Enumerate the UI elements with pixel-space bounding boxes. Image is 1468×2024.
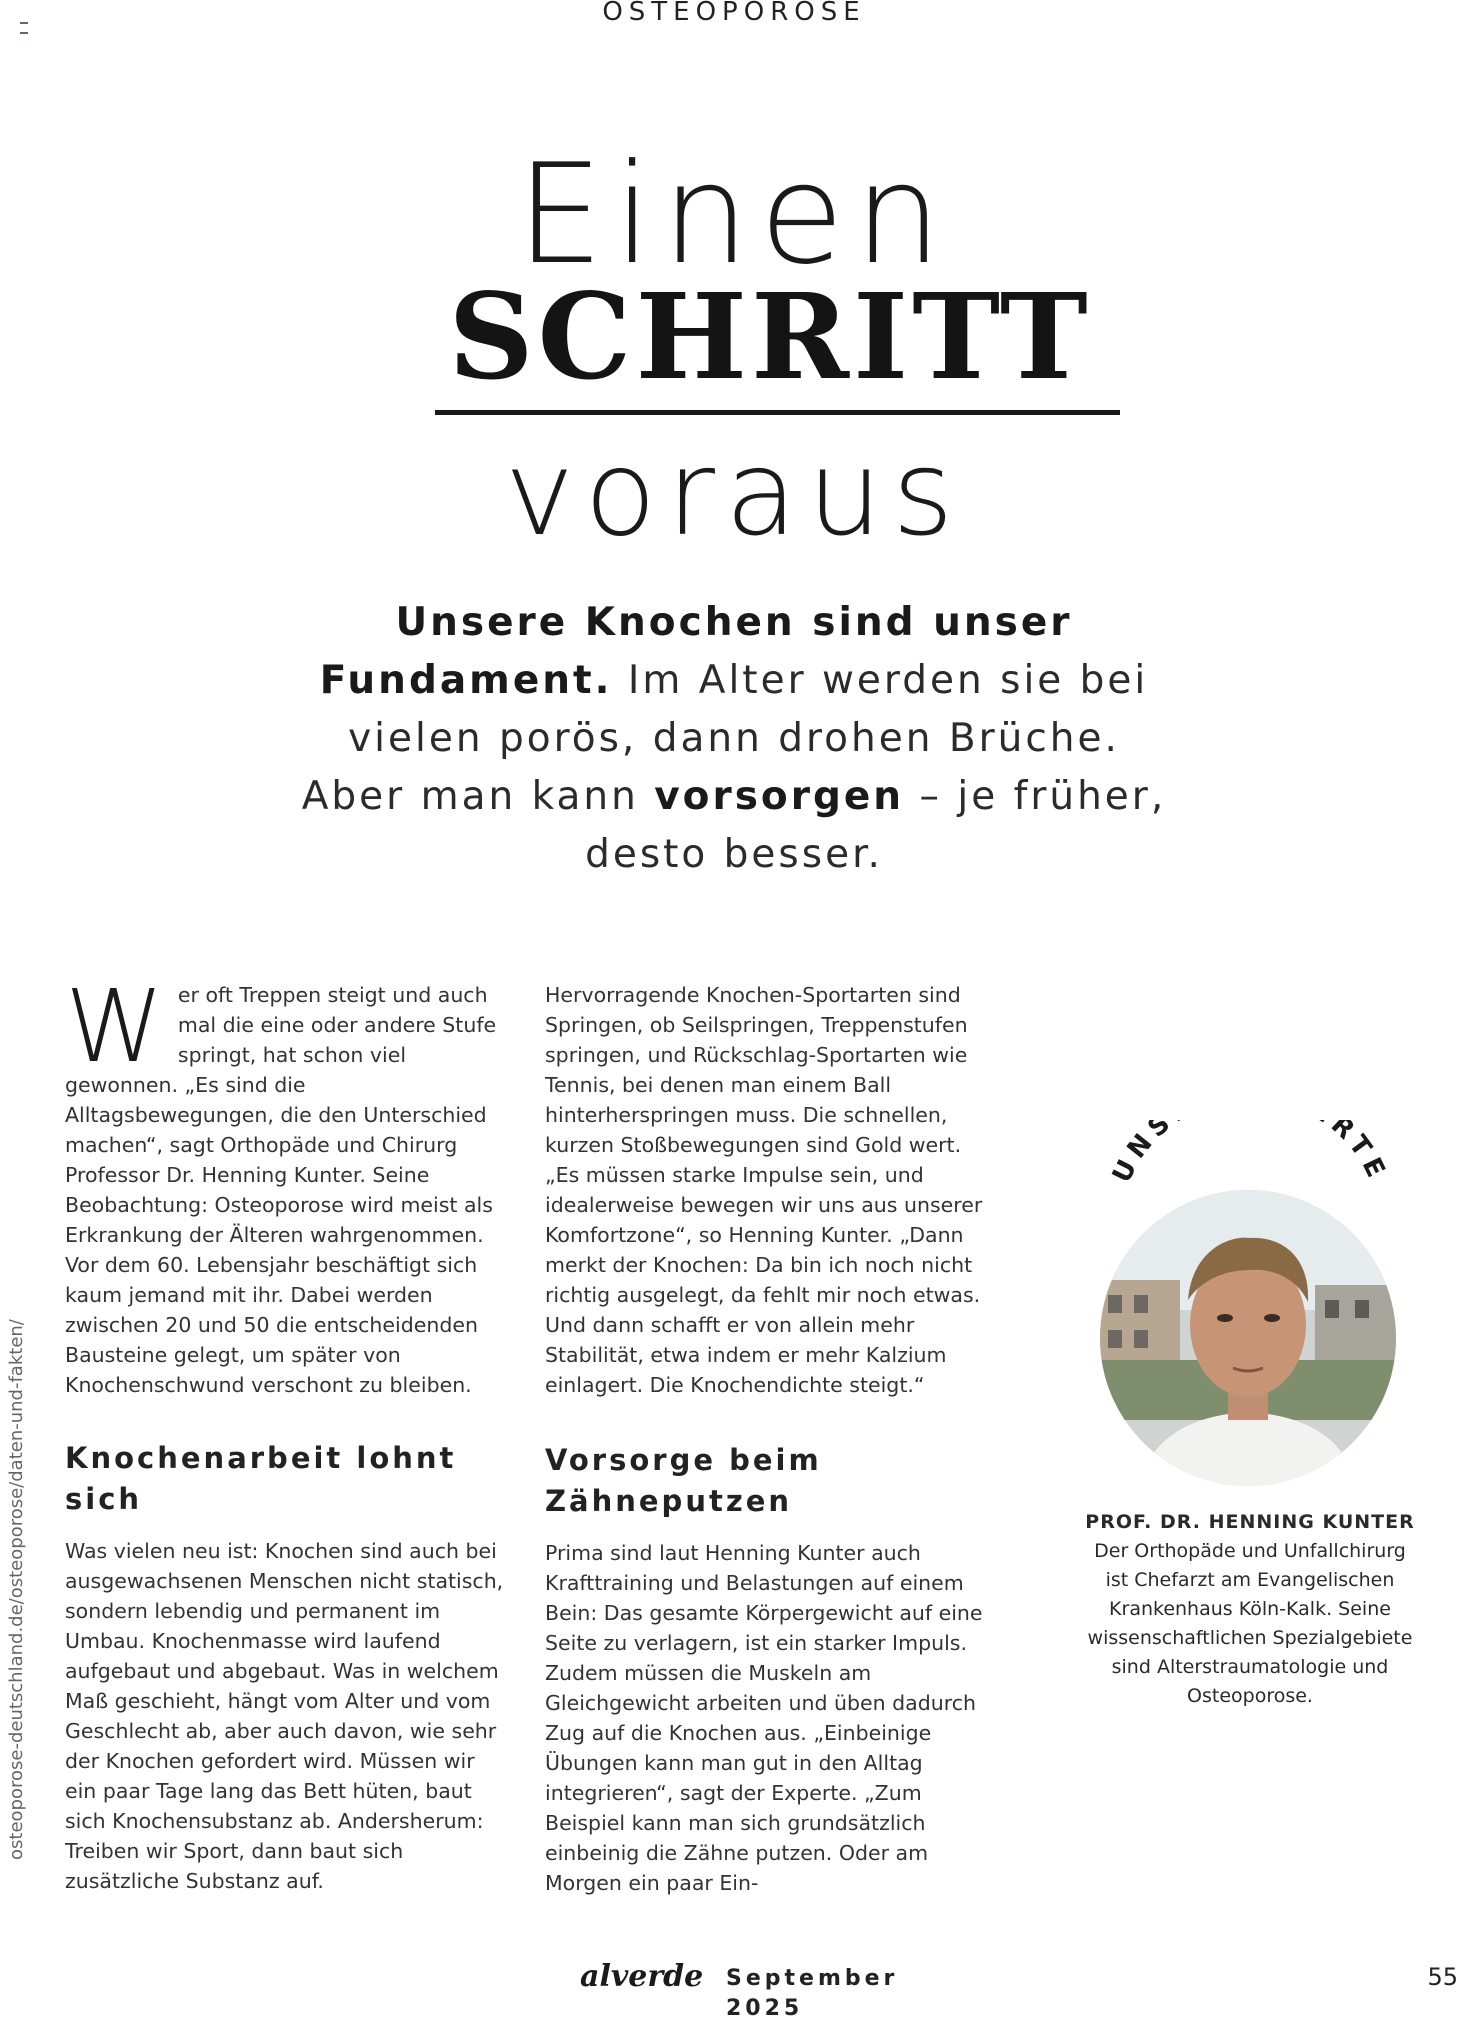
lead-paragraph <box>300 594 1168 884</box>
issue-date: September 2025 <box>726 1966 899 2021</box>
drop-cap: W <box>65 968 164 1085</box>
page-number: 55 <box>1427 1963 1458 1991</box>
lead-bold-2: vorsorgen <box>654 774 905 819</box>
expert-heading-text: UNS RTE <box>1106 1120 1394 1188</box>
source-url: osteoporose-deutschland.de/osteoporose/daten-und-fakten/ <box>6 1319 27 1860</box>
lead-bold-1: Unsere Knochen sind unser Fundament. <box>319 600 1073 703</box>
headline-line-3: voraus <box>504 424 964 562</box>
expert-caption <box>1085 1508 1415 1711</box>
lead-text-2: – je früher, desto besser. <box>585 774 1167 877</box>
lead-text-1: Im Alter werden sie bei vielen porös, dann drohen Brüche. Aber man kann <box>301 658 1149 819</box>
svg-text:UNSER EXPERTE <box>1107 1120 1393 1187</box>
expert-bio: Der Orthopäde und Unfallchirurg ist Chefarzt am Evangelischen Krankenhaus Köln-Kalk. Seine wissenschaftlichen Spezialgebiete sind Alterstraumatologie und Osteoporose. <box>1087 1540 1413 1707</box>
section-label: OSTEOPOROSE <box>602 0 866 27</box>
paragraph-3: Hervorragende Knochen-Sportarten sind Springen, ob Seilspringen, Treppenstufen springen, und Rückschlag-Sportarten wie Tennis, bei denen man einem Ball hinterherspringen muss. Die schnellen, kurzen Stoßbewegungen sind Gold wert. „Es müssen starke Impulse sein, und idealerweise bewegen wir uns aus unserer Komfortzone“, so Henning Kunter. „Dann merkt der Knochen: Da bin ich noch nicht richtig ausgelegt, da fehlt mir noch etwas. Und dann schafft er von allein mehr Stabilität, etwa indem er mehr Kalzium einlagert. Die Knochendichte steigt.“ <box>545 983 983 1397</box>
article-column-2 <box>545 980 990 1898</box>
headline-line-1: Einen <box>516 134 952 295</box>
expert-name: PROF. DR. HENNING KUNTER <box>1085 1511 1415 1533</box>
article-column-1 <box>65 968 505 1896</box>
expert-photo-illustration <box>1100 1190 1396 1486</box>
headline-underline <box>435 410 1120 415</box>
intro-paragraph <box>65 968 505 1400</box>
intro-text: er oft Treppen steigt und auch mal die eine oder andere Stufe springt, hat schon viel gewonnen. „Es sind die Alltagsbewegungen, die den Unterschied machen“, sagt Orthopäde und Chirurg Professor Dr. Henning Kunter. Seine Beobachtung: Osteoporose wird meist als Erkrankung der Älteren wahrgenommen. Vor dem 60. Lebensjahr beschäftigt sich kaum jemand mit ihr. Dabei werden zwischen 20 und 50 die entscheidenden Bausteine gelegt, um später von Knochenschwund verschont zu bleiben. <box>65 983 497 1397</box>
paragraph-4: Prima sind laut Henning Kunter auch Krafttraining und Belastungen auf einem Bein: Das gesamte Körpergewicht auf eine Seite zu verlagern, ist ein starker Impuls. Zudem müssen die Muskeln am Gleichgewicht arbeiten und üben dadurch Zug auf die Knochen aus. „Einbeinige Übungen kann man gut in den Alltag integrieren“, sagt der Experte. „Zum Beispiel kann man sich grundsätzlich einbeinig die Zähne putzen. Oder am Morgen ein paar Ein- <box>545 1541 983 1895</box>
magazine-logo: alverde <box>580 1959 704 1994</box>
expert-portrait <box>1100 1190 1396 1486</box>
headline-line-2: SCHRITT <box>448 267 1092 406</box>
subheading-knochenarbeit: Knochenarbeit lohnt sich <box>65 1441 457 1516</box>
paragraph-2: Was vielen neu ist: Knochen sind auch bei ausgewachsenen Menschen nicht statisch, sondern lebendig und permanent im Umbau. Knochenmasse wird laufend aufgebaut und abgebaut. Was in welchem Maß geschieht, hängt vom Alter und vom Geschlecht ab, aber auch davon, wie sehr der Knochen gefordert wird. Müssen wir ein paar Tage lang das Bett hüten, baut sich Knochensubstanz ab. Andersherum: Treiben wir Sport, dann baut sich zusätzliche Substanz auf. <box>65 1539 504 1893</box>
subheading-vorsorge: Vorsorge beim Zähneputzen <box>545 1443 822 1518</box>
